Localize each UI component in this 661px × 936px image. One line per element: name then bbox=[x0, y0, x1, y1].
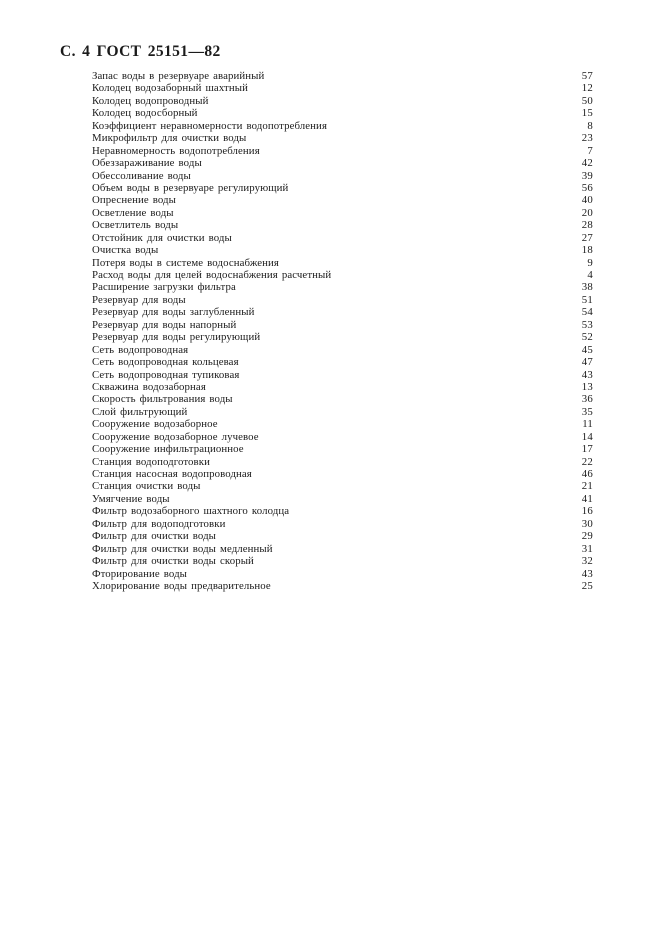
index-entry-row bbox=[92, 70, 593, 82]
term-label: Очистка воды bbox=[92, 244, 159, 257]
term-number: 47 bbox=[581, 356, 593, 369]
term-label: Сеть водопроводная кольцевая bbox=[92, 356, 239, 369]
term-label: Расширение загрузки фильтра bbox=[92, 281, 236, 294]
term-label: Скорость фильтрования воды bbox=[92, 393, 233, 406]
term-number: 56 bbox=[581, 181, 593, 194]
index-entry-row bbox=[92, 418, 593, 430]
index-entry-row bbox=[92, 356, 593, 368]
index-entry-row bbox=[92, 219, 593, 231]
term-number: 42 bbox=[581, 157, 593, 170]
term-label: Фторирование воды bbox=[92, 567, 188, 580]
term-label: Слой фильтрующий bbox=[92, 405, 188, 418]
index-entry-row bbox=[92, 232, 593, 244]
index-entry-row bbox=[92, 182, 593, 194]
term-number: 43 bbox=[581, 567, 593, 580]
index-entry-row bbox=[92, 95, 593, 107]
term-label: Потеря воды в системе водоснабжения bbox=[92, 256, 279, 269]
index-entry-row bbox=[92, 505, 593, 517]
term-number: 18 bbox=[581, 244, 593, 257]
term-number: 23 bbox=[581, 132, 593, 145]
term-number: 50 bbox=[581, 94, 593, 107]
term-number: 53 bbox=[581, 318, 593, 331]
term-number: 36 bbox=[581, 393, 593, 406]
index-entry-row bbox=[92, 518, 593, 530]
term-label: Умягчение воды bbox=[92, 492, 170, 505]
index-entry-row bbox=[92, 580, 593, 592]
index-entry-row bbox=[92, 244, 593, 256]
term-number: 4 bbox=[587, 269, 593, 281]
term-label: Станция насосная водопроводная bbox=[92, 468, 252, 480]
term-label: Скважина водозаборная bbox=[92, 380, 206, 393]
term-number: 15 bbox=[581, 107, 593, 120]
term-label: Неравномерность водопотребления bbox=[92, 144, 260, 157]
index-entry-row bbox=[92, 257, 593, 269]
index-entry-row bbox=[92, 145, 593, 157]
term-number: 40 bbox=[581, 194, 593, 207]
term-number: 39 bbox=[581, 169, 593, 182]
index-entry-row bbox=[92, 294, 593, 306]
term-label: Сооружение инфильтрационное bbox=[92, 443, 244, 456]
term-number: 16 bbox=[581, 505, 593, 518]
index-entry-row bbox=[92, 319, 593, 331]
index-entry-row bbox=[92, 431, 593, 443]
term-label: Резервуар для воды регулирующий bbox=[92, 331, 261, 344]
index-entry-row bbox=[92, 393, 593, 405]
index-entry-row bbox=[92, 344, 593, 356]
index-entry-row bbox=[92, 120, 593, 132]
term-number: 45 bbox=[581, 343, 593, 356]
term-number: 32 bbox=[581, 555, 593, 568]
term-number: 9 bbox=[587, 256, 593, 269]
term-number: 28 bbox=[581, 219, 593, 232]
index-entry-row bbox=[92, 543, 593, 555]
index-entry-row bbox=[92, 281, 593, 293]
index-entry-row bbox=[92, 82, 593, 94]
term-label: Станция очистки воды bbox=[92, 480, 201, 493]
term-label: Коэффициент неравномерности водопотребления bbox=[92, 119, 328, 132]
term-number: 29 bbox=[581, 530, 593, 543]
index-entry-row bbox=[92, 443, 593, 455]
term-label: Фильтр для очистки воды скорый bbox=[92, 555, 254, 568]
term-label: Станция водоподготовки bbox=[92, 455, 210, 468]
term-label: Резервуар для воды bbox=[92, 293, 186, 306]
term-label: Обессоливание воды bbox=[92, 169, 191, 182]
term-label: Опреснение воды bbox=[92, 194, 177, 207]
term-label: Резервуар для воды заглубленный bbox=[92, 306, 255, 319]
term-label: Осветление воды bbox=[92, 206, 174, 219]
index-entry-row bbox=[92, 555, 593, 567]
term-label: Объем воды в резервуаре регулирующий bbox=[92, 181, 289, 194]
term-label: Микрофильтр для очистки воды bbox=[92, 132, 247, 145]
term-label: Колодец водозаборный шахтный bbox=[92, 82, 248, 95]
index-entry-row bbox=[92, 170, 593, 182]
index-entry-row bbox=[92, 132, 593, 144]
index-entry-row bbox=[92, 306, 593, 318]
index-entry-row bbox=[92, 194, 593, 206]
index-entry-row bbox=[92, 331, 593, 343]
term-label: Фильтр водозаборного шахтного колодца bbox=[92, 505, 290, 518]
index-entry-row bbox=[92, 269, 593, 281]
term-number: 41 bbox=[581, 492, 593, 505]
term-label: Обеззараживание воды bbox=[92, 157, 202, 170]
index-entry-row bbox=[92, 456, 593, 468]
page-header: С. 4 ГОСТ 25151—82 bbox=[60, 43, 221, 60]
term-label: Фильтр для очистки воды медленный bbox=[92, 542, 273, 555]
term-number: 20 bbox=[581, 206, 593, 219]
index-entry-row bbox=[92, 493, 593, 505]
term-number: 57 bbox=[581, 70, 593, 82]
term-label: Сеть водопроводная тупиковая bbox=[92, 368, 240, 381]
index-entry-row bbox=[92, 568, 593, 580]
term-label: Сеть водопроводная bbox=[92, 343, 189, 356]
term-number: 8 bbox=[587, 119, 593, 132]
term-label: Колодец водопроводный bbox=[92, 94, 209, 107]
term-number: 7 bbox=[587, 144, 593, 157]
term-label: Запас воды в резервуаре аварийный bbox=[92, 70, 265, 82]
term-label: Резервуар для воды напорный bbox=[92, 318, 237, 331]
term-label: Хлорирование воды предварительное bbox=[92, 579, 271, 592]
term-number: 14 bbox=[581, 430, 593, 443]
term-number: 13 bbox=[581, 380, 593, 393]
index-entry-row bbox=[92, 480, 593, 492]
term-label: Сооружение водозаборное bbox=[92, 418, 218, 431]
term-number: 30 bbox=[581, 517, 593, 530]
term-number: 25 bbox=[581, 579, 593, 592]
term-number: 11 bbox=[582, 418, 593, 431]
term-number: 12 bbox=[581, 82, 593, 95]
index-entry-row bbox=[92, 369, 593, 381]
index-entry-row bbox=[92, 406, 593, 418]
term-number: 51 bbox=[581, 293, 593, 306]
index-list bbox=[92, 70, 593, 592]
term-number: 38 bbox=[581, 281, 593, 294]
term-number: 35 bbox=[581, 405, 593, 418]
index-entry-row bbox=[92, 468, 593, 480]
term-label: Фильтр для очистки воды bbox=[92, 530, 217, 543]
term-number: 52 bbox=[581, 331, 593, 344]
term-number: 22 bbox=[581, 455, 593, 468]
index-entry-row bbox=[92, 207, 593, 219]
term-label: Сооружение водозаборное лучевое bbox=[92, 430, 259, 443]
term-label: Колодец водосборный bbox=[92, 107, 198, 120]
index-entry-row bbox=[92, 530, 593, 542]
term-number: 31 bbox=[581, 542, 593, 555]
term-label: Осветлитель воды bbox=[92, 219, 179, 232]
index-entry-row bbox=[92, 157, 593, 169]
term-label: Фильтр для водоподготовки bbox=[92, 517, 226, 530]
term-number: 43 bbox=[581, 368, 593, 381]
index-entry-row bbox=[92, 107, 593, 119]
term-label: Отстойник для очистки воды bbox=[92, 231, 232, 244]
term-number: 46 bbox=[581, 468, 593, 480]
term-number: 21 bbox=[581, 480, 593, 493]
index-entry-row bbox=[92, 381, 593, 393]
term-number: 27 bbox=[581, 231, 593, 244]
term-number: 17 bbox=[581, 443, 593, 456]
term-label: Расход воды для целей водоснабжения расчетный bbox=[92, 269, 332, 281]
term-number: 54 bbox=[581, 306, 593, 319]
